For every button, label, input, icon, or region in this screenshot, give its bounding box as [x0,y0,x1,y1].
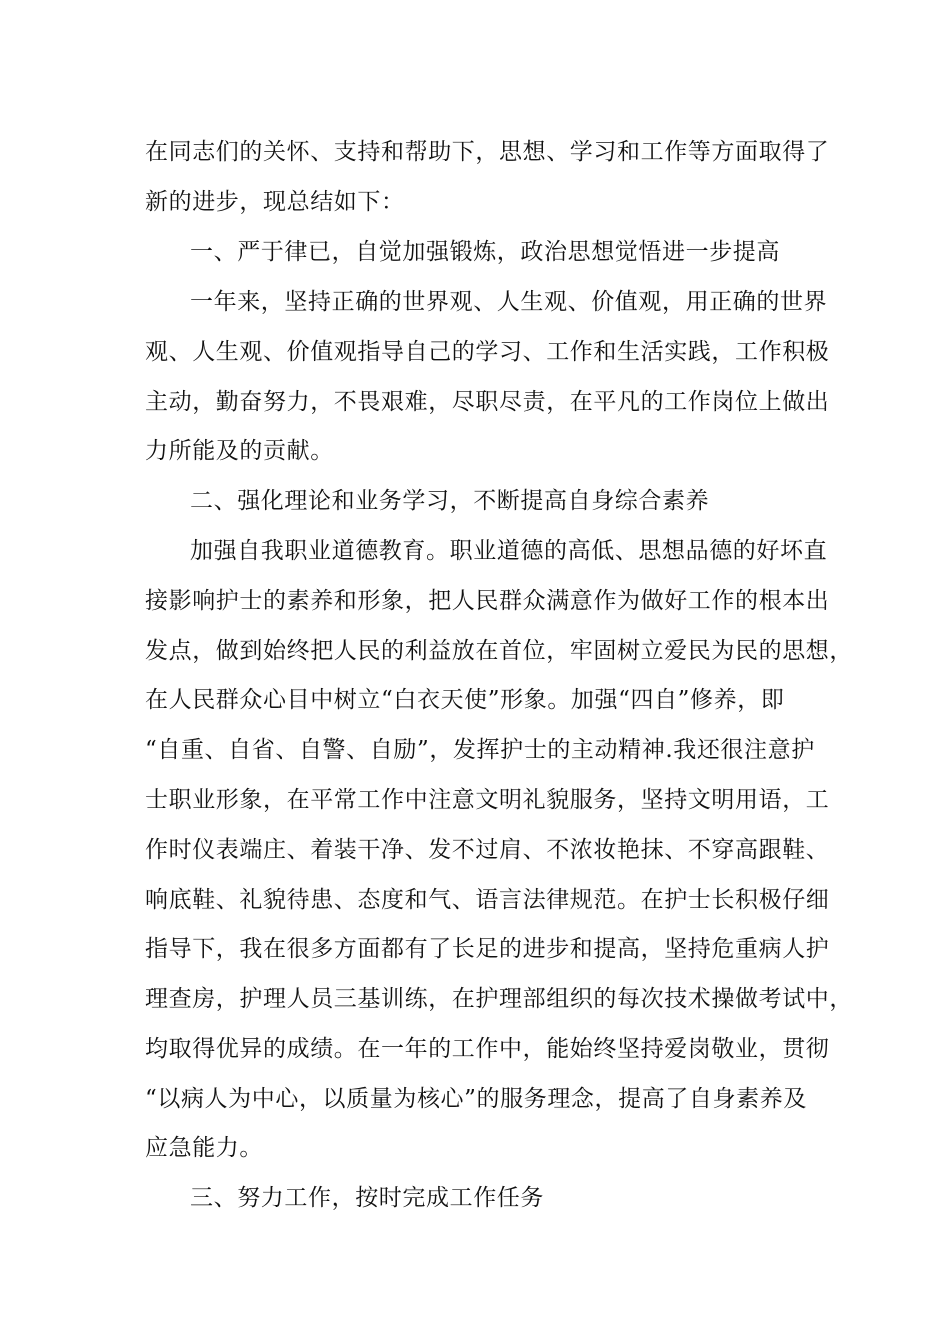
body-text-line: 士职业形象，在平常工作中注意文明礼貌服务，坚持文明用语，工 [145,787,830,813]
body-text-line: 理查房，护理人员三基训练，在护理部组织的每次技术操做考试中， [145,986,853,1012]
section-heading-2: 二、强化理论和业务学习，不断提高自身综合素养 [190,488,710,514]
body-text-line: 接影响护士的素养和形象，把人民群众满意作为做好工作的根本出 [145,588,830,614]
body-text-line: 作时仪表端庄、着装干净、发不过肩、不浓妆艳抹、不穿高跟鞋、 [145,837,830,863]
body-text-line: 在人民群众心目中树立“白衣天使”形象。加强“四自”修养，即 [145,687,785,713]
section-heading-1: 一、严于律已，自觉加强锻炼，政治思想觉悟进一步提高 [190,239,780,265]
body-text-line: “以病人为中心，以质量为核心”的服务理念，提高了自身素养及 [145,1086,807,1112]
body-text-line: 指导下，我在很多方面都有了长足的进步和提高，坚持危重病人护 [145,936,830,962]
body-text-line: 新的进步，现总结如下： [145,189,405,215]
body-text-line: 响底鞋、礼貌待患、态度和气、语言法律规范。在护士长积极仔细 [145,887,830,913]
body-text-line: 加强自我职业道德教育。职业道德的高低、思想品德的好坏直 [190,538,828,564]
body-text-line: 主动，勤奋努力，不畏艰难，尽职尽责，在平凡的工作岗位上做出 [145,389,830,415]
body-text-line: 均取得优异的成绩。在一年的工作中，能始终坚持爱岗敬业，贯彻 [145,1036,830,1062]
section-heading-3: 三、努力工作，按时完成工作任务 [190,1185,544,1211]
body-text-line: 在同志们的关怀、支持和帮助下，思想、学习和工作等方面取得了 [145,139,830,165]
body-text-line: 发点，做到始终把人民的利益放在首位，牢固树立爱民为民的思想， [145,638,853,664]
body-text-line: “自重、自省、自警、自励”，发挥护士的主动精神.我还很注意护 [145,737,815,763]
body-text-line: 观、人生观、价值观指导自己的学习、工作和生活实践，工作积极 [145,339,830,365]
body-text-line: 力所能及的贡献。 [145,438,334,464]
body-text-line: 一年来，坚持正确的世界观、人生观、价值观，用正确的世界 [190,289,828,315]
body-text-line: 应急能力。 [145,1135,263,1161]
